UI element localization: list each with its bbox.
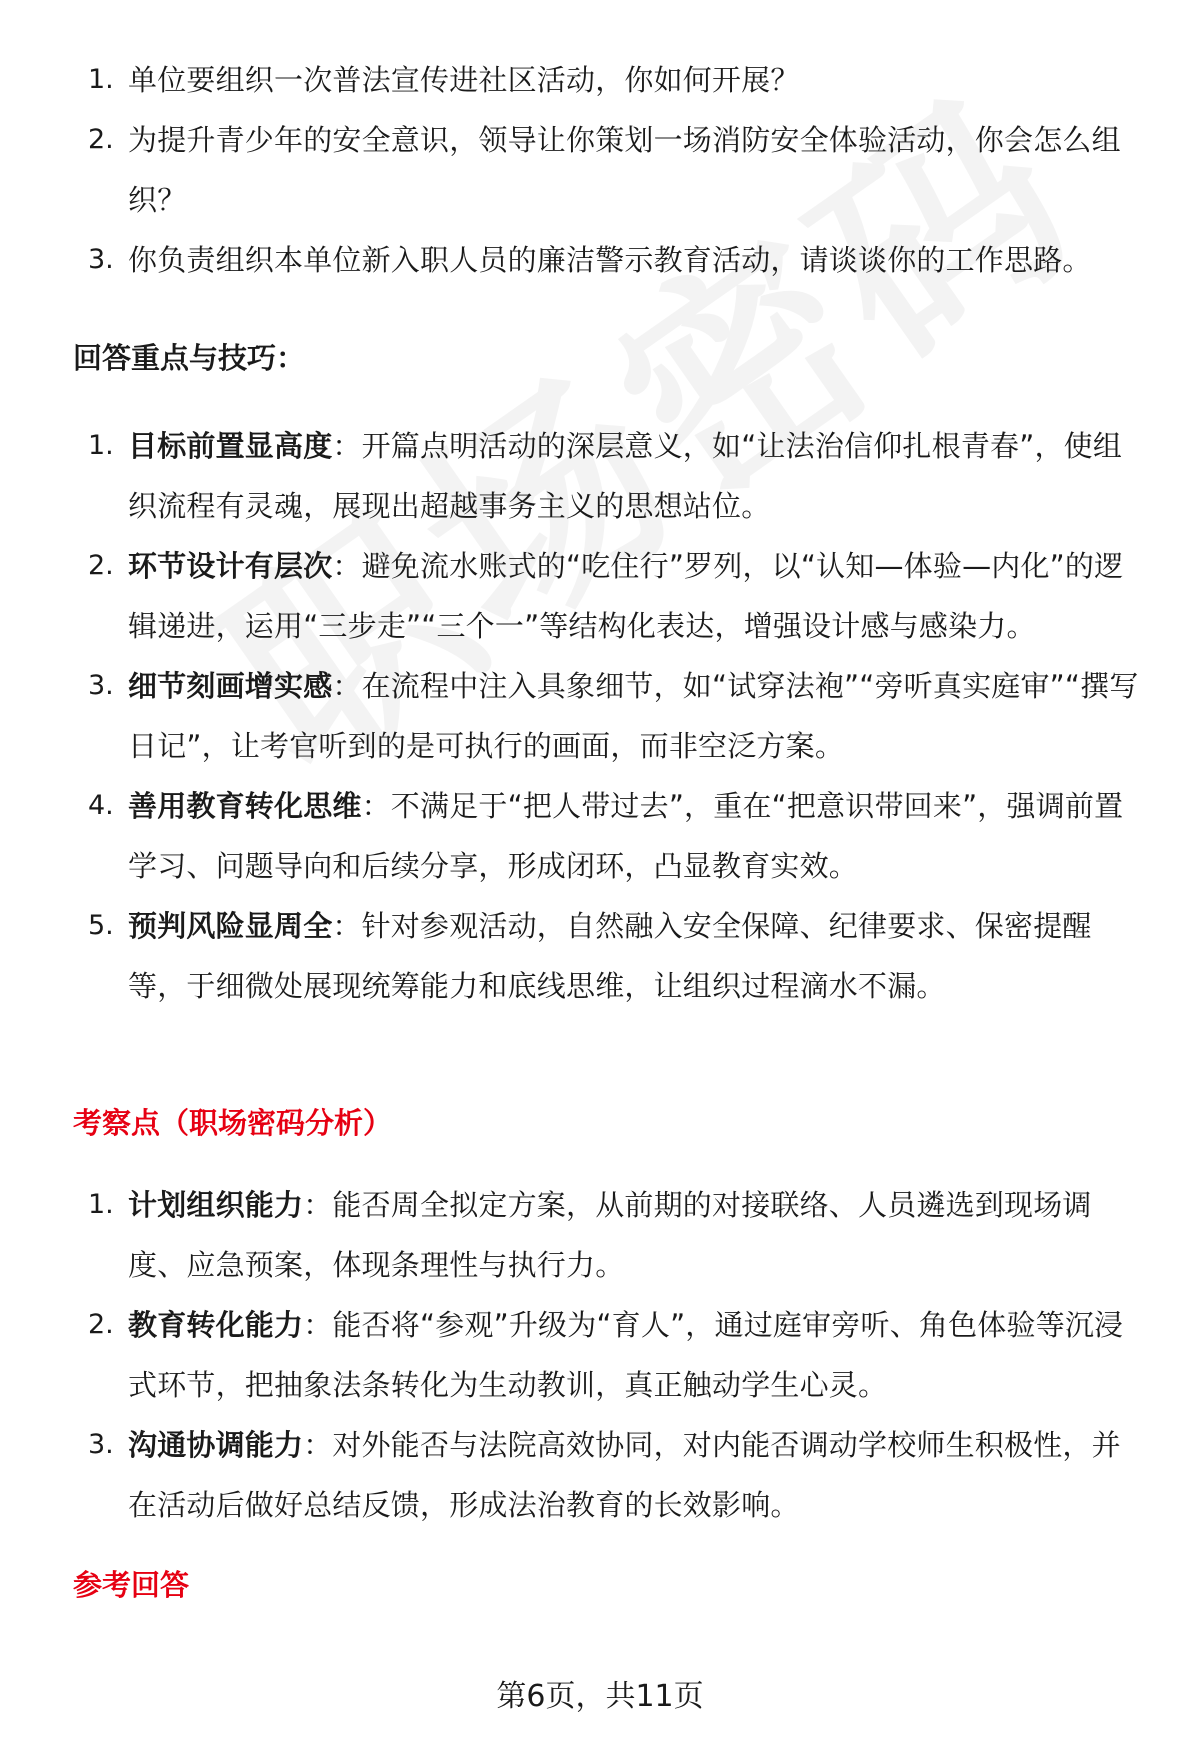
tip-item: [0, 416, 1200, 536]
tip-text: [128, 536, 1140, 656]
tip-body: ：不满足于“把人带过去”，重在“把意识带回来”，强调前置学习、问题导向和后续分享，形成闭环，凸显教育实效。: [128, 789, 1124, 883]
tip-item: [0, 656, 1200, 776]
list-number: 1.: [88, 1189, 114, 1220]
tip-body: ：避免流水账式的“吃住行”罗列，以“认知—体验—内化”的逻辑递进，运用“三步走”“三个一”等结构化表达，增强设计感与感染力。: [128, 549, 1124, 643]
list-number: 2.: [88, 124, 114, 155]
tip-text: [128, 776, 1140, 896]
tip-text: [128, 896, 1140, 1016]
question-item: [0, 230, 1200, 290]
tip-text: [128, 416, 1140, 536]
point-body: ：能否周全拟定方案，从前期的对接联络、人员遴选到现场调度、应急预案，体现条理性与执行力。: [128, 1188, 1092, 1282]
tip-body: ：针对参观活动，自然融入安全保障、纪律要求、保密提醒等，于细微处展现统筹能力和底线思维，让组织过程滴水不漏。: [128, 909, 1092, 1003]
question-item: [0, 50, 1200, 110]
question-item: [0, 110, 1200, 230]
point-title: 计划组织能力: [128, 1188, 304, 1222]
tip-item: [0, 536, 1200, 656]
tips-list: [0, 416, 1200, 1016]
page-number-footer: 第6页，共11页: [496, 1679, 704, 1714]
question-text: 为提升青少年的安全意识，领导让你策划一场消防安全体验活动，你会怎么组织？: [128, 123, 1121, 217]
point-item: [0, 1175, 1200, 1295]
tip-item: [0, 776, 1200, 896]
list-number: 1.: [88, 64, 114, 95]
point-body: ：对外能否与法院高效协同，对内能否调动学校师生积极性，并在活动后做好总结反馈，形成法治教育的长效影响。: [128, 1428, 1121, 1522]
tip-body: ：在流程中注入具象细节，如“试穿法袍”“旁听真实庭审”“撰写日记”，让考官听到的是可执行的画面，而非空泛方案。: [128, 669, 1139, 763]
list-number: 1.: [88, 430, 114, 461]
tip-title: 善用教育转化思维: [128, 789, 362, 823]
tip-title: 预判风险显周全: [128, 909, 333, 943]
points-list-block: [0, 1175, 1200, 1535]
tips-heading: 回答重点与技巧：: [73, 341, 306, 375]
point-body: ：能否将“参观”升级为“育人”，通过庭审旁听、角色体验等沉浸式环节，把抽象法条转化为生动教训，真正触动学生心灵。: [128, 1308, 1124, 1402]
list-number: 4.: [88, 790, 114, 821]
point-title: 教育转化能力: [128, 1308, 304, 1342]
question-list: [0, 50, 1200, 290]
point-title: 沟通协调能力: [128, 1428, 304, 1462]
tips-list-block: [0, 416, 1200, 1016]
point-text: [128, 1295, 1140, 1415]
question-text: 单位要组织一次普法宣传进社区活动，你如何开展？: [128, 63, 800, 97]
tip-title: 目标前置显高度: [128, 429, 333, 463]
tip-body: ：开篇点明活动的深层意义，如“让法治信仰扎根青春”，使组织流程有灵魂，展现出超越事务主义的思想站位。: [128, 429, 1123, 523]
list-number: 2.: [88, 1309, 114, 1340]
points-list: [0, 1175, 1200, 1535]
tip-title: 细节刻画增实感: [128, 669, 333, 703]
list-number: 3.: [88, 670, 114, 701]
point-text: [128, 1175, 1140, 1295]
list-number: 2.: [88, 550, 114, 581]
list-number: 3.: [88, 244, 114, 275]
tip-item: [0, 896, 1200, 1016]
tip-text: [128, 656, 1140, 776]
list-number: 5.: [88, 910, 114, 941]
question-text: 你负责组织本单位新入职人员的廉洁警示教育活动，请谈谈你的工作思路。: [128, 243, 1092, 277]
list-number: 3.: [88, 1429, 114, 1460]
point-item: [0, 1415, 1200, 1535]
point-item: [0, 1295, 1200, 1415]
point-text: [128, 1415, 1140, 1535]
analysis-heading: 考察点（职场密码分析）: [73, 1106, 393, 1140]
question-list-block: [0, 50, 1200, 290]
reference-answer-heading: 参考回答: [73, 1568, 190, 1602]
tip-title: 环节设计有层次: [128, 549, 333, 583]
